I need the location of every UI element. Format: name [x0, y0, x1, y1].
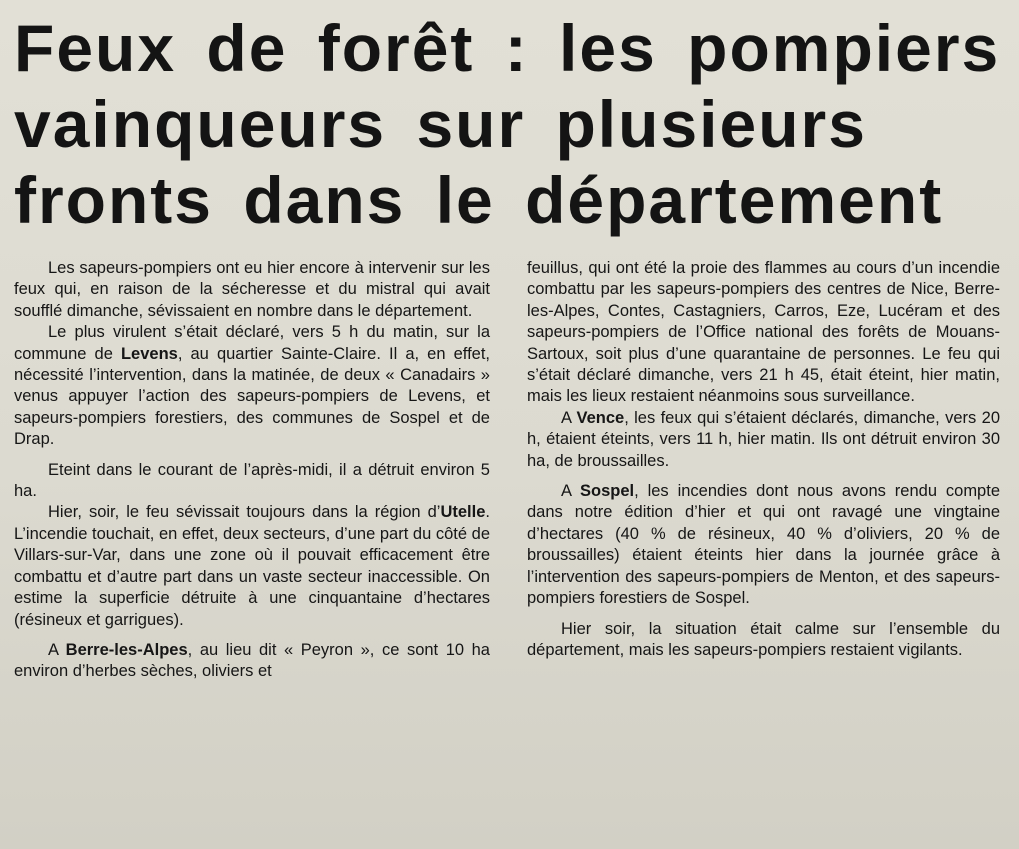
article-paragraph [14, 258, 490, 322]
article-paragraph [527, 258, 1000, 408]
paragraph-text: Hier soir, la situation était calme sur l’ensemble du département, mais les sapeurs-pompiers restaient vigilants. [527, 619, 1000, 659]
place-name: Utelle [440, 503, 486, 522]
article-paragraph [527, 481, 1000, 609]
place-name: Berre-les-Alpes [65, 640, 188, 659]
headline-line-2: vainqueurs sur plusieurs [14, 87, 867, 161]
article-headline [14, 10, 1004, 238]
headline-line-1: Feux de forêt : les pompiers [14, 11, 1001, 85]
paragraph-text: A [48, 640, 66, 659]
headline-line-3: fronts dans le département [14, 163, 944, 237]
paragraph-text: Hier, soir, le feu sévissait toujours dans la région d’ [48, 503, 441, 522]
place-name: Sospel [580, 482, 635, 501]
paragraph-text: A [561, 482, 580, 501]
paragraph-text: . L’incendie touchait, en effet, deux secteurs, d’une part du côté de Villars-sur-Var, dans une zone où il pouvait efficacement être combattu et d’autre part dans un vaste secteur inaccessible. On estime la superficie détruite à une cinquantaine d’hectares (résineux et garrigues). [14, 503, 490, 629]
paragraph-text: , au quartier Sainte-Claire. Il a, en effet, nécessité l’intervention, dans la matinée, de deux « Canadairs » venus appuyer l’action des sapeurs-pompiers de Levens, et sapeurs-pompiers forestiers, des communes de Sospel et de Drap. [14, 344, 491, 449]
article-column-left [14, 258, 490, 683]
article-paragraph [14, 640, 490, 683]
paragraph-text: Les sapeurs-pompiers ont eu hier encore à intervenir sur les feux qui, en raison de la sécheresse et du mistral qui avait soufflé dimanche, sévissaient en nombre dans le département. [14, 259, 490, 320]
paragraph-text: , au lieu dit « Peyron », ce sont 10 ha environ d’herbes sèches, oliviers et [14, 640, 490, 681]
paragraph-text: , les feux qui s’étaient déclarés, dimanche, vers 20 h, étaient éteints, vers 11 h, hier matin. Ils ont détruit environ 30 ha, de broussailles. [527, 408, 1000, 470]
article-column-right [527, 258, 1000, 661]
article-paragraph [527, 408, 1000, 472]
paragraph-text: Eteint dans le courant de l’après-midi, il a détruit environ 5 ha. [14, 460, 490, 501]
article-paragraph [14, 322, 490, 450]
place-name: Vence [576, 408, 625, 427]
paragraph-text: A [561, 408, 577, 427]
article-paragraph [14, 502, 490, 630]
paragraph-text: , les incendies dont nous avons rendu compte dans notre édition d’hier et qui ont ravagé une vingtaine d’hectares (40 % de résineux, 40 % d’oliviers, 20 % de broussailles) étaient éteints hier dans la journée grâce à l’intervention des sapeurs-pompiers de Menton, et des sapeurs-pompiers forestiers de Sospel. [527, 482, 1000, 608]
place-name: Levens [120, 344, 178, 363]
article-paragraph [14, 460, 490, 503]
paragraph-text: feuillus, qui ont été la proie des flammes au cours d’un incendie combattu par les sapeurs-pompiers des centres de Nice, Berre-les-Alpes, Contes, Castagniers, Carros, Eze, Lucéram et des sapeurs-pompiers de l’Office national des forêts de Mouans-Sartoux, soit plus d’une quarantaine de personnes. Le feu qui s’était déclaré dimanche, vers 21 h 45, était éteint, hier matin, mais les lieux restaient néanmoins sous surveillance. [527, 259, 1000, 406]
article-paragraph [527, 619, 1000, 662]
paragraph-text: Le plus virulent s’était déclaré, vers 5 h du matin, sur la commune de [14, 323, 490, 363]
